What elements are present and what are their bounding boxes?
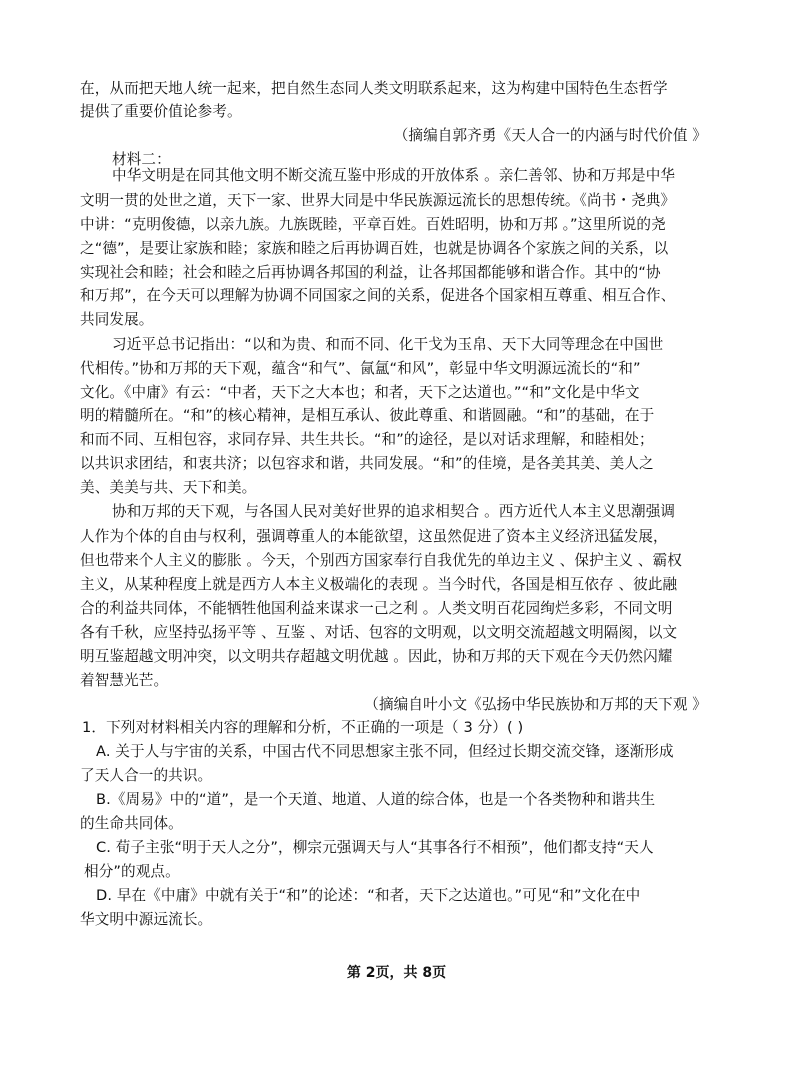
answer-option-a-cont: 了天人合一的共识。 [80, 767, 213, 784]
answer-option-c-cont: 相分”的观点。 [84, 863, 180, 880]
text-line: 实现社会和睦；社会和睦之后再协调各邦国的利益，让各邦国都能够和谐合作。其中的“协 [80, 264, 661, 281]
text-line: 共同发展。 [80, 311, 154, 328]
text-line: 但也带来个人主义的膨胀 。今天，个别西方国家奉行自我优先的单边主义 、保护主义 、霸权 [80, 552, 682, 569]
answer-option-b-cont: 的生命共同体。 [80, 815, 183, 832]
text-line: 主义，从某种程度上就是西方人本主义极端化的表现 。当今时代，各国是相互依存 、彼此融 [80, 576, 678, 593]
text-line: 习近平总书记指出：“以和为贵、和而不同、化干戈为玉帛、天下大同等理念在中国世 [112, 336, 664, 353]
answer-option-d: D. 早在《中庸》中就有关于“和”的论述：“和者，天下之达道也。”可见“和”文化在中 [96, 887, 641, 904]
text-line: 明互鉴超越文明冲突，以文明共存超越文明优越 。因此，协和万邦的天下观在今天仍然闪耀 [80, 648, 673, 665]
text-line: 在，从而把天地人统一起来，把自然生态同人类文明联系起来，这为构建中国特色生态哲学 [80, 80, 668, 97]
section-heading: 材料二： [112, 151, 171, 168]
answer-option-b: B.《周易》中的“道”，是一个天道、地道、人道的综合体，也是一个各类物种和谐共生 [96, 791, 656, 808]
text-line: 人作为个体的自由与权利，强调尊重人的本能欲望，这虽然促进了资本主义经济迅猛发展， [80, 528, 668, 545]
text-line: 提供了重要价值论参考。 [80, 103, 242, 120]
answer-option-d-cont: 华文明中源远流长。 [80, 911, 213, 928]
text-line: 美、美美与共、天下和美。 [80, 479, 257, 496]
text-line: 协和万邦的天下观，与各国人民对美好世界的追求相契合 。西方近代人本主义思潮强调 [112, 503, 676, 520]
text-line: 着智慧光芒。 [80, 672, 169, 689]
page-number: 第 2页，共 8页 [346, 965, 447, 981]
text-line: 中讲：“克明俊德，以亲九族。九族既睦，平章百姓。百姓昭明，协和万邦 。”这里所说的尧 [80, 216, 666, 233]
answer-option-c: C. 荀子主张“明于天人之分”，柳宗元强调天与人“其事各行不相预”，他们都支持“天人 [96, 839, 654, 856]
answer-option-a: A. 关于人与宇宙的关系，中国古代不同思想家主张不同，但经过长期交流交锋，逐渐形成 [96, 743, 674, 760]
text-line: 之“德”，是要让家族和睦；家族和睦之后再协调百姓，也就是协调各个家族之间的关系，以 [80, 240, 669, 257]
question-stem: 1．下列对材料相关内容的理解和分析，不正确的一项是（ 3 分）( ) [82, 719, 524, 736]
text-line: 和万邦”，在今天可以理解为协调不同国家之间的关系，促进各个国家相互尊重、相互合作、 [80, 287, 676, 304]
text-line: 和而不同、互相包容，求同存异、共生共长。“和”的途径，是以对话求理解，和睦相处； [80, 431, 654, 448]
text-line: 中华文明是在同其他文明不断交流互鉴中形成的开放体系 。亲仁善邻、协和万邦是中华 [112, 167, 676, 184]
text-line: 各有千秋，应坚持弘扬平等 、互鉴 、对话、包容的文明观，以文明交流超越文明隔阂，以文 [80, 624, 678, 641]
text-line: 文明一贯的处世之道，天下一家、世界大同是中华民族源远流长的思想传统。《尚书・尧典》 [80, 192, 676, 209]
source-citation: （摘编自郭齐勇《天人合一的内涵与时代价值 》 [393, 127, 707, 144]
text-line: 文化。《中庸》有云：“中者，天下之大本也；和者，天下之达道也。”“和”文化是中华文 [80, 384, 640, 401]
text-line: 合的利益共同体，不能牺牲他国利益来谋求一己之利 。人类文明百花园绚烂多彩，不同文明 [80, 600, 673, 617]
text-line: 代相传。”协和万邦的天下观，蕴含“和气”、氤氲“和风”，彰显中华文明源远流长的“和” [80, 360, 641, 377]
text-line: 以共识求团结，和衷共济；以包容求和谐，共同发展。“和”的佳境，是各美其美、美人之 [80, 455, 654, 472]
text-line: 明的精髓所在。“和”的核心精神，是相互承认、彼此尊重、和谐圆融。“和”的基础，在于 [80, 407, 655, 424]
source-citation: （摘编自叶小文《弘扬中华民族协和万邦的天下观 》 [364, 696, 707, 713]
